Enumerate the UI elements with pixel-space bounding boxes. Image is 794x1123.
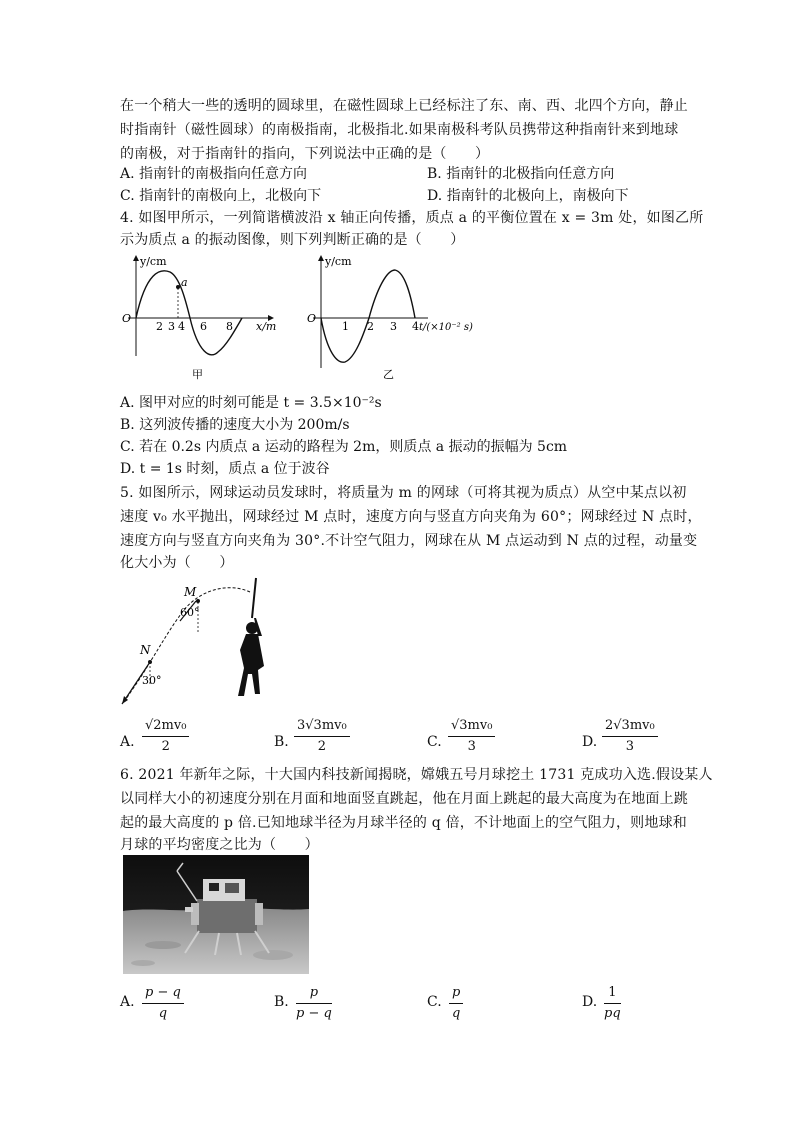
q5-line-2: 速度 v₀ 水平抛出，网球经过 M 点时，速度方向与竖直方向夹角为 60°；网球经过 N 点时， bbox=[120, 509, 702, 525]
jia-tick-8: 8 bbox=[226, 320, 233, 333]
q3-line-3: 的南极，对于指南针的指向，下列说法中正确的是（ ） bbox=[120, 146, 490, 162]
q6-line-1: 6. 2021 年新年之际，十大国内科技新闻揭晓，嫦娥五号月球挖土 1731 克成功入选.假设某人 bbox=[120, 767, 713, 783]
q5-option-d-denominator: 3 bbox=[625, 739, 634, 754]
q4-line-1: 4. 如图甲所示，一列简谐横波沿 x 轴正向传播，质点 a 的平衡位置在 x = 3m 处，如图乙所 bbox=[120, 210, 704, 226]
q5-figure-tennis bbox=[118, 576, 278, 708]
q4-option-a[interactable]: A. 图甲对应的时刻可能是 t = 3.5×10⁻²s bbox=[120, 395, 382, 411]
q5-option-d-numerator: 2√3mv₀ bbox=[602, 716, 658, 737]
q6-option-b-fraction[interactable] bbox=[296, 983, 332, 1024]
q6-option-d-letter[interactable]: D. bbox=[582, 994, 598, 1010]
q5-angle-m: 60° bbox=[180, 606, 200, 619]
yi-xlabel: t/(×10⁻² s) bbox=[419, 322, 473, 333]
q4-line-2: 示为质点 a 的振动图像，则下列判断正确的是（ ） bbox=[120, 232, 465, 248]
q6-option-d-numerator: 1 bbox=[604, 983, 621, 1004]
yi-ylabel: y/cm bbox=[325, 255, 352, 268]
q6-option-d-denominator: pq bbox=[604, 1006, 621, 1021]
q4-option-d[interactable]: D. t = 1s 时刻，质点 a 位于波谷 bbox=[120, 461, 330, 477]
q3-option-d[interactable]: D. 指南针的北极向上，南极向下 bbox=[427, 188, 629, 204]
q6-line-2: 以同样大小的初速度分别在月面和地面竖直跳起，他在月面上跳起的最大高度为在地面上跳 bbox=[120, 791, 688, 807]
jia-point-a bbox=[176, 285, 180, 289]
q3-option-a[interactable]: A. 指南针的南极指向任意方向 bbox=[120, 166, 308, 182]
q5-option-c-fraction[interactable] bbox=[448, 716, 495, 757]
q4-figure-jia bbox=[118, 252, 278, 382]
q6-option-a-numerator: p − q bbox=[142, 983, 184, 1004]
yi-tick-3: 3 bbox=[390, 320, 397, 333]
q5-point-n bbox=[148, 660, 152, 664]
q6-option-b-numerator: p bbox=[296, 983, 332, 1004]
jia-tick-6: 6 bbox=[200, 320, 207, 333]
yi-tick-4: 4 bbox=[412, 320, 419, 333]
q5-option-b-fraction[interactable] bbox=[294, 716, 350, 757]
q5-option-d-letter[interactable]: D. bbox=[582, 734, 598, 750]
q5-option-b-denominator: 2 bbox=[317, 739, 326, 754]
jia-tick-3: 3 bbox=[168, 320, 175, 333]
q5-line-4: 化大小为（ ） bbox=[120, 555, 234, 571]
q5-option-a-numerator: √2mv₀ bbox=[142, 716, 189, 737]
q5-label-m: M bbox=[184, 585, 197, 599]
q5-option-b-letter[interactable]: B. bbox=[274, 734, 289, 750]
q5-line-3: 速度方向与竖直方向夹角为 30°.不计空气阻力，网球在从 M 点运动到 N 点的过程，动量变 bbox=[120, 533, 698, 549]
q6-option-c-numerator: p bbox=[449, 983, 463, 1004]
q6-option-a-letter[interactable]: A. bbox=[120, 994, 135, 1010]
q6-option-d-fraction[interactable] bbox=[604, 983, 621, 1024]
yi-caption: 乙 bbox=[383, 368, 394, 381]
q5-option-c-denominator: 3 bbox=[467, 739, 476, 754]
q5-option-a-denominator: 2 bbox=[161, 739, 170, 754]
jia-label-a: a bbox=[181, 276, 188, 289]
q3-line-1: 在一个稍大一些的透明的圆球里，在磁性圆球上已经标注了东、南、西、北四个方向，静止 bbox=[120, 98, 688, 114]
q5-option-b-numerator: 3√3mv₀ bbox=[294, 716, 350, 737]
q5-option-c-numerator: √3mv₀ bbox=[448, 716, 495, 737]
q5-label-n: N bbox=[140, 643, 151, 657]
q5-option-a-fraction[interactable] bbox=[142, 716, 189, 757]
jia-wave-curve bbox=[136, 271, 242, 355]
q5-point-m bbox=[196, 599, 200, 603]
jia-origin: O bbox=[122, 312, 132, 325]
q6-option-a-fraction[interactable] bbox=[142, 983, 184, 1024]
q4-option-b[interactable]: B. 这列波传播的速度大小为 200m/s bbox=[120, 417, 350, 433]
yi-tick-1: 1 bbox=[342, 320, 349, 333]
q6-line-4: 月球的平均密度之比为（ ） bbox=[120, 837, 319, 853]
q3-option-c[interactable]: C. 指南针的南极向上，北极向下 bbox=[120, 188, 322, 204]
jia-tick-2: 2 bbox=[156, 320, 163, 333]
q6-option-c-denominator: q bbox=[452, 1006, 461, 1021]
q4-option-c[interactable]: C. 若在 0.2s 内质点 a 运动的路程为 2m，则质点 a 振动的振幅为 5cm bbox=[120, 439, 568, 455]
jia-caption: 甲 bbox=[192, 368, 203, 381]
jia-xlabel: x/m bbox=[256, 320, 277, 333]
q5-angle-n: 30° bbox=[142, 674, 162, 687]
q5-option-d-fraction[interactable] bbox=[602, 716, 658, 757]
yi-tick-2: 2 bbox=[367, 320, 374, 333]
q5-player-silhouette bbox=[238, 578, 264, 696]
q5-line-1: 5. 如图所示，网球运动员发球时，将质量为 m 的网球（可将其视为质点）从空中某点以初 bbox=[120, 485, 687, 501]
yi-wave-curve bbox=[321, 270, 415, 362]
q6-option-b-letter[interactable]: B. bbox=[274, 994, 289, 1010]
yi-origin: O bbox=[307, 312, 317, 325]
jia-ylabel: y/cm bbox=[140, 255, 167, 268]
q3-line-2: 时指南针（磁性圆球）的南极指南，北极指北.如果南极科考队员携带这种指南针来到地球 bbox=[120, 122, 679, 138]
q5-option-a-letter[interactable]: A. bbox=[120, 734, 135, 750]
q6-option-c-letter[interactable]: C. bbox=[427, 994, 442, 1010]
q6-option-c-fraction[interactable] bbox=[449, 983, 463, 1024]
q6-option-a-denominator: q bbox=[158, 1006, 168, 1021]
q5-option-c-letter[interactable]: C. bbox=[427, 734, 442, 750]
q4-figure-yi bbox=[303, 252, 483, 382]
q6-lunar-lander-photo bbox=[123, 855, 309, 974]
q6-option-b-denominator: p − q bbox=[296, 1006, 332, 1021]
q3-option-b[interactable]: B. 指南针的北极指向任意方向 bbox=[427, 166, 615, 182]
jia-tick-4: 4 bbox=[178, 320, 185, 333]
q6-line-3: 起的最大高度的 p 倍.已知地球半径为月球半径的 q 倍，不计地面上的空气阻力，则地球和 bbox=[120, 815, 687, 831]
